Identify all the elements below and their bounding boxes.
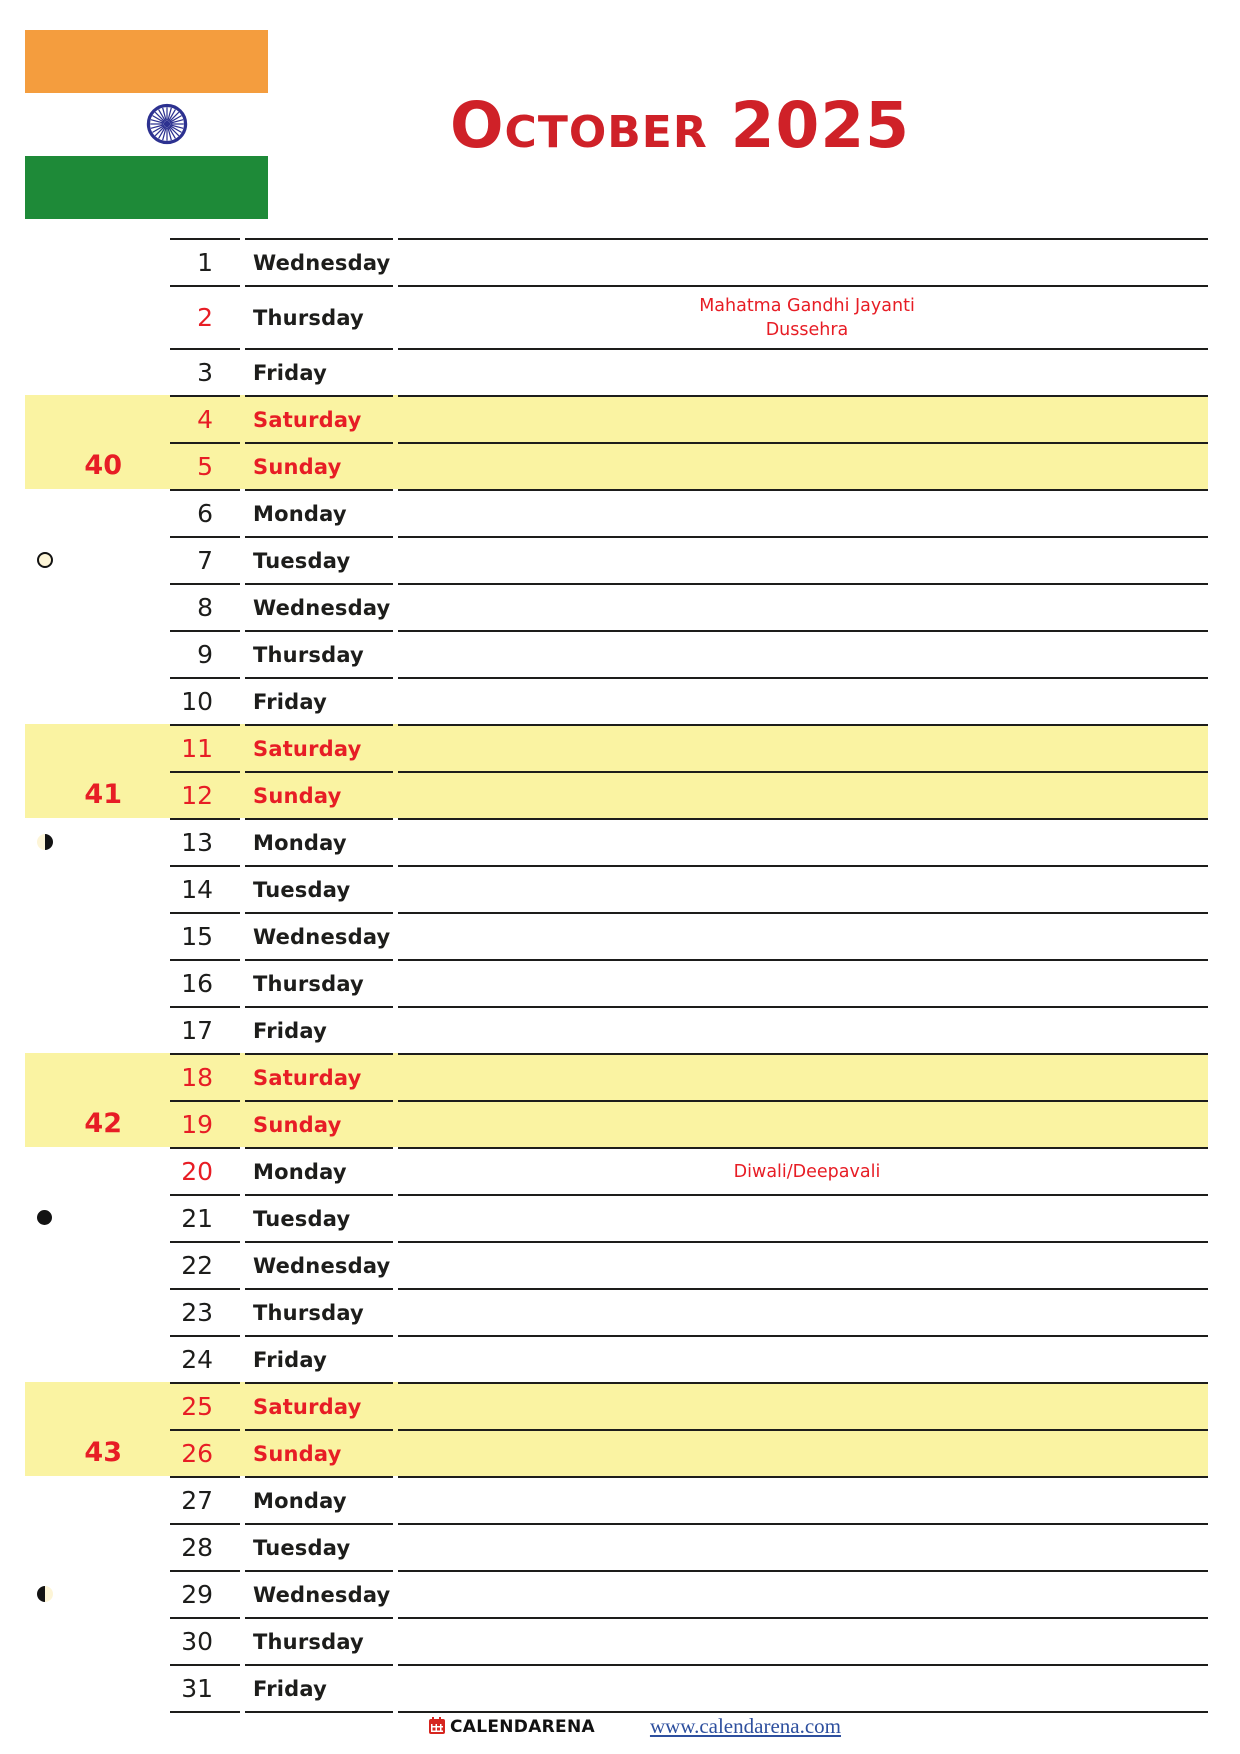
day-row: [170, 1382, 1208, 1429]
day-number: 4: [170, 395, 240, 442]
day-row: [170, 348, 1208, 395]
holiday-cell: [398, 865, 1208, 912]
last-quarter-icon: [37, 834, 53, 850]
weekday-name: Thursday: [245, 285, 393, 348]
day-number: 2: [170, 285, 240, 348]
weekday-name: Tuesday: [245, 865, 393, 912]
day-number: 12: [170, 771, 240, 818]
day-number: 15: [170, 912, 240, 959]
weekday-name: Monday: [245, 1147, 393, 1194]
day-number: 5: [170, 442, 240, 489]
holiday-label: Mahatma Gandhi Jayanti: [699, 295, 915, 316]
day-row: [170, 1664, 1208, 1711]
holiday-cell: [398, 959, 1208, 1006]
day-row: [170, 771, 1208, 818]
day-row: [170, 442, 1208, 489]
weekday-name: Thursday: [245, 1617, 393, 1664]
day-number: 19: [170, 1100, 240, 1147]
day-number: 10: [170, 677, 240, 724]
flag-white-stripe: [25, 93, 268, 156]
weekday-name: Friday: [245, 1006, 393, 1053]
brand-logo: [429, 1717, 595, 1737]
day-number: 30: [170, 1617, 240, 1664]
weekday-name: Wednesday: [245, 1241, 393, 1288]
holiday-cell: [398, 1100, 1208, 1147]
day-number: 29: [170, 1570, 240, 1617]
weekday-name: Friday: [245, 677, 393, 724]
weekday-name: Monday: [245, 818, 393, 865]
day-number: 1: [170, 238, 240, 285]
holiday-label: Diwali/Deepavali: [733, 1161, 881, 1182]
holiday-label: Dussehra: [765, 319, 849, 340]
holiday-cell: [398, 442, 1208, 489]
first-quarter-icon: [37, 1586, 53, 1602]
holiday-cell: [398, 1523, 1208, 1570]
holiday-cell: [398, 348, 1208, 395]
day-row: [170, 724, 1208, 771]
holiday-cell: [398, 583, 1208, 630]
day-number: 9: [170, 630, 240, 677]
day-number: 23: [170, 1288, 240, 1335]
day-number: 14: [170, 865, 240, 912]
weekday-name: Monday: [245, 1476, 393, 1523]
day-number: 17: [170, 1006, 240, 1053]
day-row: [170, 1241, 1208, 1288]
day-row: [170, 959, 1208, 1006]
weekday-name: Wednesday: [245, 912, 393, 959]
day-number: 31: [170, 1664, 240, 1711]
weekday-name: Friday: [245, 348, 393, 395]
holiday-cell: [398, 1664, 1208, 1711]
weekday-name: Saturday: [245, 1053, 393, 1100]
day-number: 16: [170, 959, 240, 1006]
day-row: [170, 630, 1208, 677]
holiday-cell: [398, 1194, 1208, 1241]
weekday-name: Sunday: [245, 442, 393, 489]
holiday-cell: [398, 912, 1208, 959]
weekday-name: Monday: [245, 489, 393, 536]
holiday-cell: [398, 1288, 1208, 1335]
holiday-cell: [398, 1429, 1208, 1476]
day-row: [170, 395, 1208, 442]
website-link[interactable]: www.calendarena.com: [649, 1714, 841, 1738]
holiday-cell: [398, 724, 1208, 771]
calendar-table: [170, 238, 1208, 1714]
weekday-name: Sunday: [245, 771, 393, 818]
day-number: 11: [170, 724, 240, 771]
holiday-cell: [398, 771, 1208, 818]
day-number: 8: [170, 583, 240, 630]
day-number: 27: [170, 1476, 240, 1523]
day-number: 7: [170, 536, 240, 583]
day-row: [170, 1570, 1208, 1617]
holiday-cell: [398, 818, 1208, 865]
week-band: [25, 1053, 170, 1147]
holiday-cell: [398, 395, 1208, 442]
holiday-cell: [398, 630, 1208, 677]
weekday-name: Wednesday: [245, 238, 393, 285]
weekday-name: Saturday: [245, 724, 393, 771]
weekday-name: Tuesday: [245, 1194, 393, 1241]
day-number: 24: [170, 1335, 240, 1382]
weekday-name: Friday: [245, 1335, 393, 1382]
day-row: [170, 912, 1208, 959]
weekday-name: Tuesday: [245, 1523, 393, 1570]
ashoka-chakra-icon: [145, 102, 189, 146]
weekday-name: Thursday: [245, 959, 393, 1006]
day-row: [170, 1288, 1208, 1335]
day-number: 3: [170, 348, 240, 395]
day-row: [170, 865, 1208, 912]
day-row: [170, 1006, 1208, 1053]
weekday-name: Sunday: [245, 1100, 393, 1147]
day-number: 21: [170, 1194, 240, 1241]
flag-saffron-stripe: [25, 30, 268, 93]
day-number: 25: [170, 1382, 240, 1429]
holiday-cell: [398, 1241, 1208, 1288]
weekday-name: Sunday: [245, 1429, 393, 1476]
weekday-name: Thursday: [245, 630, 393, 677]
day-row: [170, 1335, 1208, 1382]
weekday-name: Wednesday: [245, 583, 393, 630]
day-row: [170, 583, 1208, 630]
weekday-name: Wednesday: [245, 1570, 393, 1617]
weekday-name: Saturday: [245, 395, 393, 442]
holiday-cell: [398, 489, 1208, 536]
holiday-cell: [398, 1617, 1208, 1664]
holiday-cell: [398, 677, 1208, 724]
day-row: [170, 285, 1208, 348]
week-number: 42: [84, 1108, 122, 1139]
day-row: [170, 536, 1208, 583]
day-row: [170, 238, 1208, 285]
day-number: 22: [170, 1241, 240, 1288]
brand-name: CALENDARENA: [449, 1716, 595, 1737]
week-number: 41: [84, 779, 122, 810]
weekday-name: Thursday: [245, 1288, 393, 1335]
day-number: 13: [170, 818, 240, 865]
day-number: 20: [170, 1147, 240, 1194]
week-band: [25, 395, 170, 489]
holiday-cell: [398, 1335, 1208, 1382]
day-row: [170, 1100, 1208, 1147]
day-row: [170, 1617, 1208, 1664]
holiday-cell: [398, 1382, 1208, 1429]
new-moon-icon: [37, 1210, 52, 1225]
day-number: 18: [170, 1053, 240, 1100]
day-row: [170, 1194, 1208, 1241]
day-row: [170, 1053, 1208, 1100]
day-row: [170, 489, 1208, 536]
holiday-cell: [398, 1147, 1208, 1194]
week-number: 40: [84, 450, 122, 481]
holiday-cell: [398, 1053, 1208, 1100]
weekday-name: Friday: [245, 1664, 393, 1711]
day-row: [170, 1476, 1208, 1523]
day-row: [170, 677, 1208, 724]
india-flag: [25, 30, 268, 219]
weekday-name: Saturday: [245, 1382, 393, 1429]
full-moon-icon: [37, 552, 53, 568]
flag-green-stripe: [25, 156, 268, 219]
day-number: 28: [170, 1523, 240, 1570]
weekday-name: Tuesday: [245, 536, 393, 583]
holiday-cell: [398, 1476, 1208, 1523]
day-row: [170, 1429, 1208, 1476]
calendar-icon: [429, 1719, 445, 1734]
day-row: [170, 1147, 1208, 1194]
holiday-cell: [398, 1006, 1208, 1053]
holiday-cell: [398, 1570, 1208, 1617]
day-row: [170, 818, 1208, 865]
footer: [116, 1714, 1154, 1739]
day-row: [170, 1523, 1208, 1570]
day-number: 6: [170, 489, 240, 536]
week-band: [25, 1382, 170, 1476]
day-number: 26: [170, 1429, 240, 1476]
week-number: 43: [84, 1437, 122, 1468]
page-title: October 2025: [449, 89, 910, 162]
holiday-cell: [398, 238, 1208, 285]
holiday-cell: [398, 536, 1208, 583]
holiday-cell: [398, 285, 1208, 348]
week-band: [25, 724, 170, 818]
